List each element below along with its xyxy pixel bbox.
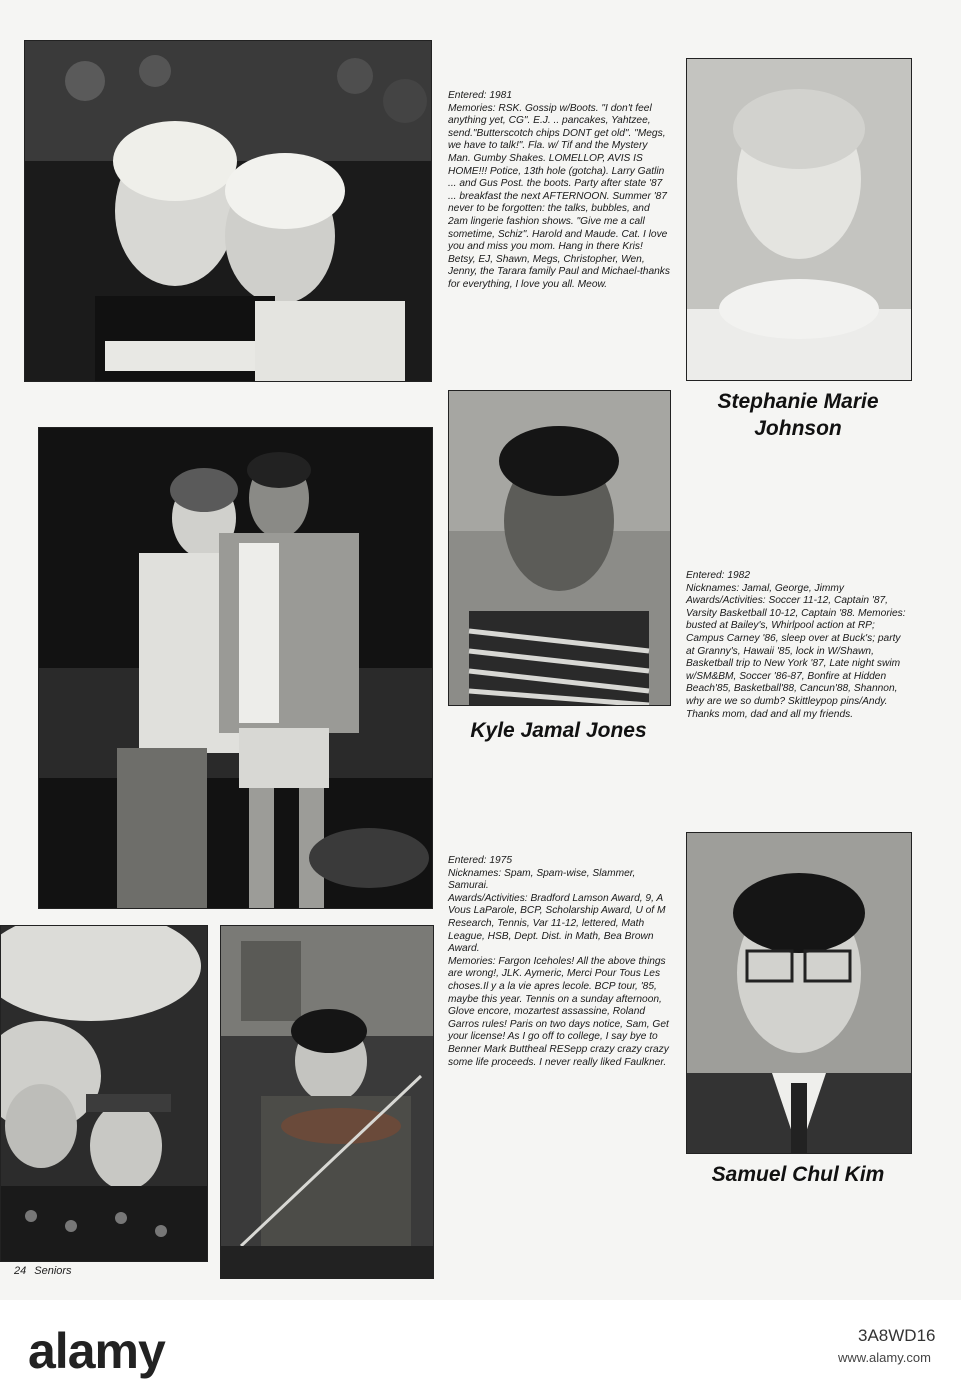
name-stephanie-line2: Johnson — [754, 417, 842, 440]
bio-stephanie-entered: Entered: 1981 — [448, 90, 513, 101]
bio-stephanie-text: Memories: RSK. Gossip w/Boots. "I don't feel anything yet, CG". E.J. .. pancakes, Yahtzee, send."Butterscotch chips DONT get old". "Megs, we have to talk!". Fla. w/ Tif and the Mystery Man. Gumby Shakes. LOMELLOP, AVIS IS HOME!!! Potice, 13th hole (gotcha). Larry Gatlin ... and Gus Post. the boots. Party after state '87 ... breakfast the next AFTERNOON. Summer '87 never to be forgotten: the talks, bubbles, and 2am lingerie fashion shows. "Give me a call sometime, Schiz". Harold and Maude. Cat. I love you and miss you mom. Hang in there Kris! Betsy, EJ, Shawn, Megs, Christopher, Wen, Jenny, the Tarara family Paul and Michael-thanks for everything, I love you all. Meow. — [448, 102, 670, 290]
page-footer — [14, 1265, 80, 1277]
candid-photo-two-boys — [38, 427, 433, 909]
bio-stephanie — [448, 90, 671, 292]
candid-photo-costume-girls — [0, 925, 208, 1262]
name-kyle: Kyle Jamal Jones — [470, 719, 647, 742]
portrait-samuel — [686, 832, 912, 1154]
candid-photo-violin — [220, 925, 434, 1279]
name-stephanie — [686, 388, 910, 442]
bio-samuel-awards: Awards/Activities: Bradford Lamson Award, 9, A Vous LaParole, BCP, Scholarship Award, U of M Research, Tennis, Var 11-12, lettered, Math League, HSB, Dept. Dist. in Math, Bea Brown Award. — [448, 892, 666, 955]
section-label: Seniors — [34, 1265, 72, 1277]
watermark-url: www.alamy.com — [838, 1350, 931, 1365]
bio-samuel-entered: Entered: 1975 — [448, 855, 513, 866]
portrait-kyle — [448, 390, 671, 706]
name-samuel: Samuel Chul Kim — [711, 1163, 885, 1186]
bio-samuel-memories: Memories: Fargon Iceholes! All the above things are wrong!, JLK. Aymeric, Merci Pour Tous Les choses.Il y a la vie apres lecole. BCP tour, '85, maybe this year. Tennis on a sunday afternoon, Glove encore, mozartest assassine, Roland Garros rules! Paris on two days notice, Sam, Get your license! As I go off to college, I say bye to Benner Mark Buttheal RESepp crazy crazy crazy some life proceeds. I never really liked Faulkner. — [448, 955, 669, 1068]
watermark-image-id: 3A8WD16 — [858, 1326, 936, 1345]
name-stephanie-line1: Stephanie Marie — [717, 390, 879, 413]
candid-photo-two-girls — [24, 40, 432, 382]
portrait-stephanie — [686, 58, 912, 381]
bio-samuel — [448, 855, 673, 1069]
bio-samuel-nicknames: Nicknames: Spam, Spam-wise, Slammer, Samurai. — [448, 867, 636, 892]
bio-kyle-text: Nicknames: Jamal, George, Jimmy Awards/Activities: Soccer 11-12, Captain '87, Varsity Basketball 10-12, Captain '88. Memories: busted at Bailey's, Whirlpool action at RP; Campus Carney '86, sleep over at Buck's; party at Granny's, Hawaii '85, lock in W/Shawn, Basketball trip to New York '87, Late night swim w/SM&BM, Soccer '86-87, Bonfire at Hidden Beach'85, Basketball'88, Cancun'88, Shannon, why are we so dumb? Skittleypop pins/Andy. Thanks mom, dad and all my friends. — [686, 582, 906, 720]
bio-kyle-entered: Entered: 1982 — [686, 570, 751, 581]
bio-kyle — [686, 570, 910, 721]
watermark-logo: alamy — [28, 1323, 165, 1379]
page-number: 24 — [14, 1265, 27, 1277]
